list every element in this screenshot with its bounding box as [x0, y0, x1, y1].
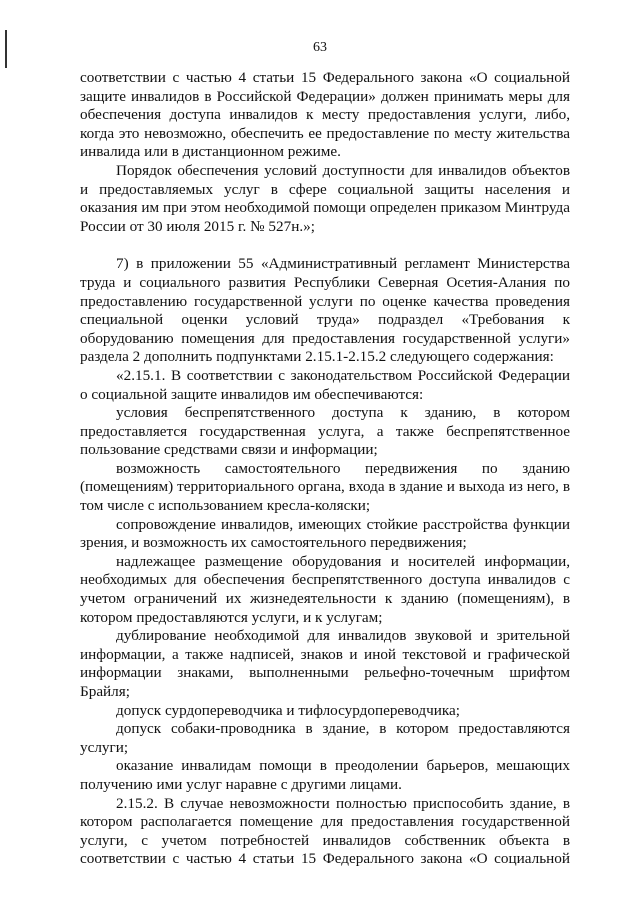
paragraph-2-15-1: «2.15.1. В соответствии с законодательством Российской Федерации о социальной защите инвалидов им обеспечиваются: — [80, 366, 570, 403]
list-item-guide-dog: допуск собаки-проводника в здание, в котором предоставляются услуги; — [80, 720, 570, 756]
list-item-access-conditions: условия беспрепятственного доступа к зданию, в котором предоставляется государственная услуга, а также беспрепятственное пользование средствами связи и информации; — [80, 404, 570, 459]
list-item-independent-movement: возможность самостоятельного передвижения по зданию (помещениям) территориального органа, входа в здание и выхода из него, в том числе с использованием кресла-коляски; — [80, 459, 570, 515]
list-item-sign-interpreter: допуск сурдопереводчика и тифлосурдопереводчика; — [116, 701, 460, 719]
paragraph-continuation: соответствии с частью 4 статьи 15 Федерального закона «О социальной защите инвалидов в Российской Федерации» должен принимать меры для обеспечения доступа инвалидов к месту предоставления услуги, либо, когда это невозможно, обеспечить ее предоставление по месту жительства инвалида или в дистанционном режиме. — [80, 69, 570, 161]
list-item-barrier-assistance: оказание инвалидам помощи в преодолении барьеров, мешающих получению ими услуг наравне с другими лицами. — [80, 757, 570, 793]
paragraph-gap — [80, 236, 570, 255]
paragraph-accessibility-order: Порядок обеспечения условий доступности для инвалидов объектов и предоставляемых услуг в сфере социальной защиты населения и оказания им при этом необходимой помощи определен приказом Минтруда России от 30 июля 2015 г. № 527н.»; — [80, 161, 570, 235]
list-item-equipment-placement: надлежащее размещение оборудования и носителей информации, необходимых для обеспечения беспрепятственного доступа инвалидов с учетом ограничений их жизнедеятельности к зданию (помещениям), в котором предоставляются услуги, и к услугам; — [80, 552, 570, 626]
document-body — [80, 69, 570, 869]
list-item-escort: сопровождение инвалидов, имеющих стойкие расстройства функции зрения, и возможность их самостоятельного передвижения; — [80, 515, 570, 552]
list-item-information-duplication: дублирование необходимой для инвалидов звуковой и зрительной информации, а также надписей, знаков и иной текстовой и графической информации знаками, выполненными рельефно-точечным шрифтом Брайля; — [80, 627, 570, 700]
page-number: 63 — [313, 40, 327, 55]
paragraph-2-15-2: 2.15.2. В случае невозможности полностью приспособить здание, в котором располагается помещение для предоставления государственной услуги, с учетом потребностей инвалидов собственник объекта в соответствии с частью 4 статьи 15 Федерального закона «О социальной — [80, 794, 570, 868]
paragraph-appendix-55: 7) в приложении 55 «Административный регламент Министерства труда и социального развития Республики Северная Осетия-Алания по предоставлению государственной услуги по оценке качества проведения специальной оценки условий труда» подраздел «Требования к оборудованию помещения для предоставления государственной услуги» раздела 2 дополнить подпунктами 2.15.1-2.15.2 следующего содержания: — [80, 255, 570, 366]
